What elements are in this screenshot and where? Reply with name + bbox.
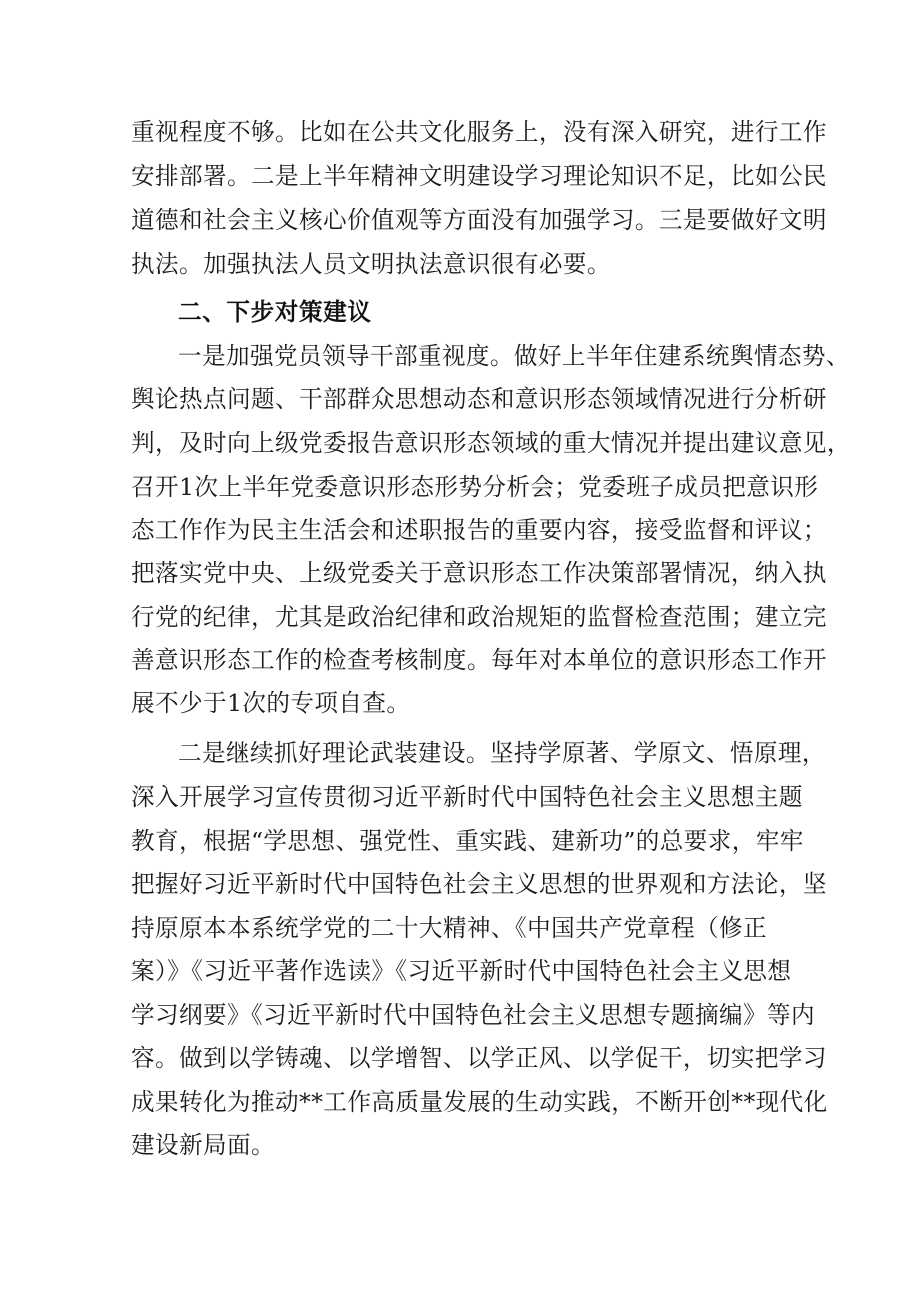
paragraph-2-line-4: 召开1次上半年党委意识形态形势分析会；党委班子成员把意识形 bbox=[131, 473, 819, 501]
paragraph-3-line-9: 成果转化为推动**工作高质量发展的生动实践，不断开创**现代化 bbox=[131, 1088, 828, 1116]
paragraph-3-line-3: 教育，根据“学思想、强党性、重实践、建新功”的总要求，牢牢 bbox=[131, 827, 804, 855]
paragraph-3-line-2: 深入开展学习宣传贯彻习近平新时代中国特色社会主义思想主题 bbox=[131, 783, 803, 811]
paragraph-1-line-1: 重视程度不够。比如在公共文化服务上，没有深入研究，进行工作 bbox=[131, 118, 827, 146]
paragraph-2-line-8: 善意识形态工作的检查考核制度。每年对本单位的意识形态工作开 bbox=[131, 646, 827, 674]
paragraph-2-line-6: 把落实党中央、上级党委关于意识形态工作决策部署情况，纳入执 bbox=[131, 559, 827, 587]
paragraph-2-line-5: 态工作作为民主生活会和述职报告的重要内容，接受监督和评议； bbox=[131, 516, 827, 544]
paragraph-1-line-3: 道德和社会主义核心价值观等方面没有加强学习。三是要做好文明 bbox=[131, 206, 827, 234]
paragraph-2-line-7: 行党的纪律，尤其是政治纪律和政治规矩的监督检查范围；建立完 bbox=[131, 603, 827, 631]
paragraph-2-line-1: 一是加强党员领导干部重视度。做好上半年住建系统舆情态势、 bbox=[178, 342, 850, 370]
paragraph-3-line-7: 学习纲要》《习近平新时代中国特色社会主义思想专题摘编》等内 bbox=[131, 1001, 816, 1029]
paragraph-1-line-4: 执法。加强执法人员文明执法意识很有必要。 bbox=[131, 250, 611, 278]
paragraph-3-line-5: 持原原本本系统学党的二十大精神、《中国共产党章程（修正 bbox=[131, 914, 768, 942]
paragraph-3-line-1: 二是继续抓好理论武装建设。坚持学原著、学原文、悟原理， bbox=[178, 739, 826, 767]
paragraph-3-line-10: 建设新局面。 bbox=[131, 1131, 275, 1159]
paragraph-3-line-6: 案）》《习近平著作选读》《习近平新时代中国特色社会主义思想 bbox=[131, 957, 792, 985]
section-heading: 二、下步对策建议 bbox=[178, 298, 372, 326]
paragraph-2-line-9: 展不少于1次的专项自查。 bbox=[131, 689, 411, 717]
paragraph-2-line-2: 舆论热点问题、干部群众思想动态和意识形态领域情况进行分析研 bbox=[131, 385, 827, 413]
paragraph-2-line-3: 判，及时向上级党委报告意识形态领域的重大情况并提出建议意见， bbox=[131, 429, 851, 457]
paragraph-1-line-2: 安排部署。二是上半年精神文明建设学习理论知识不足，比如公民 bbox=[131, 162, 827, 190]
paragraph-3-line-8: 容。做到以学铸魂、以学增智、以学正风、以学促干，切实把学习 bbox=[131, 1044, 827, 1072]
paragraph-3-line-4: 把握好习近平新时代中国特色社会主义思想的世界观和方法论，坚 bbox=[131, 870, 827, 898]
